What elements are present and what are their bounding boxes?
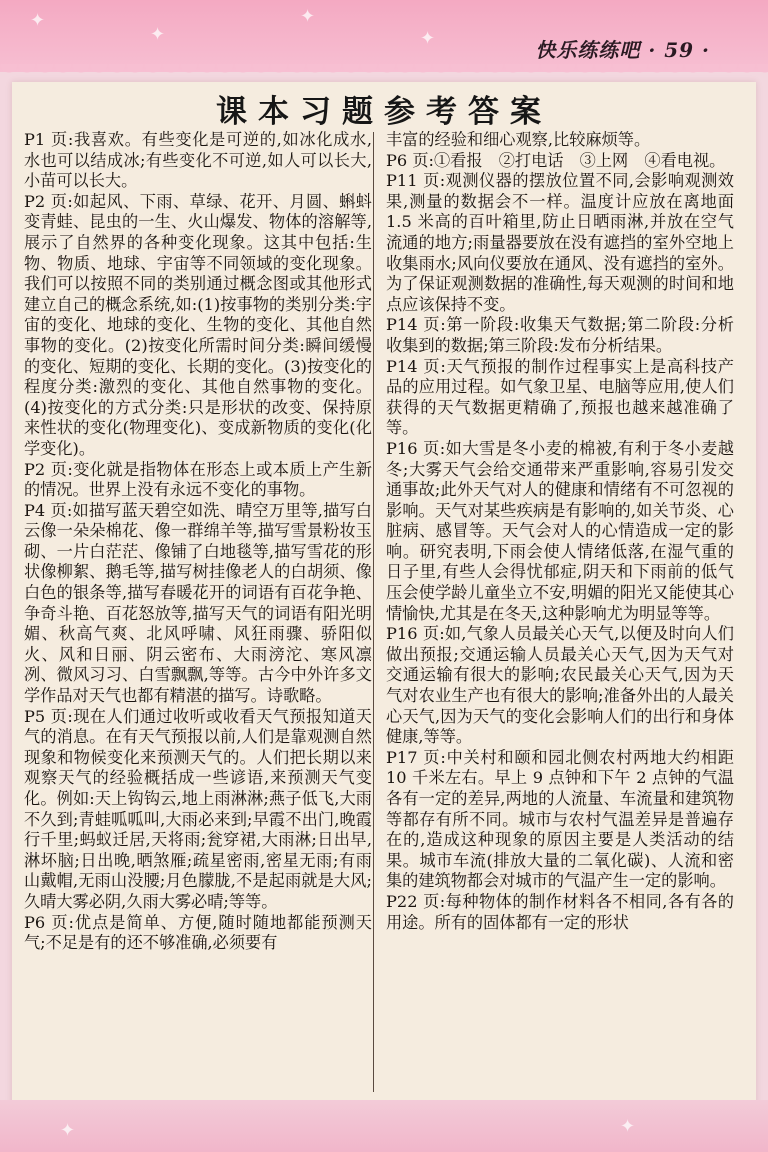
answer-p4: P4 页:如描写蓝天碧空如洗、晴空万里等,描写白云像一朵朵棉花、像一群绵羊等,描写雪景粉妆玉砌、一片白茫茫、像铺了白地毯等,描写雪花的形状像柳絮、鹅毛等,描写树挂像老人的白胡须、像白色的银条等,描写春暖花开的词语有百花争艳、争奇斗艳、百花怒放等,描写天气的词语有阳光明媚、秋高气爽、北风呼啸、风狂雨骤、骄阳似火、风和日丽、阴云密布、大雨滂沱、寒风凛冽、微风习习、白雪飘飘,等等。古今中外许多文学作品对天气也都有精湛的描写。诗歌略。 — [24, 500, 372, 706]
answer-p17: P17 页:中关村和颐和园北侧农村两地大约相距 10 千米左右。早上 9 点钟和下午 2 点钟的气温各有一定的差异,两地的人流量、车流量和建筑物等都存有所不同。城市与农村气温差异是普遍存在的,造成这种现象的原因主要是人类活动的结果。城市车流(排放大量的二氧化碳)、人流和密集的建筑物都会对城市的气温产生一定的影响。 — [386, 747, 734, 891]
column-divider — [373, 132, 374, 1092]
answer-p16-b: P16 页:如,气象人员最关心天气,以便及时向人们做出预报;交通运输人员最关心天气,因为天气对交通运输有很大的影响;农民最关心天气,因为天气对农业生产也有很大的影响;准备外出的人最关心天气,因为天气的变化会影响人们的出行和身体健康,等等。 — [386, 624, 734, 747]
answer-p6-a-cont: 丰富的经验和细心观察,比较麻烦等。 — [386, 130, 651, 149]
page-header — [535, 34, 710, 63]
answer-p16-a: P16 页:如大雪是冬小麦的棉被,有利于冬小麦越冬;大雾天气会给交通带来严重影响,容易引发交通事故;此外天气对人的健康和情绪有不可忽视的影响。天气对某些疾病是有影响的,如关节炎、心脏病、感冒等。天气会对人的心情造成一定的影响。研究表明,下雨会使人情绪低落,在湿气重的日子里,有些人会得忧郁症,阴天和下雨前的低气压会使学龄儿童坐立不安,明媚的阳光又能使其心情愉快,尤其是在冬天,这种影响尤为明显等等。 — [386, 438, 734, 623]
star-decoration-icon: ✦ — [30, 10, 46, 31]
star-decoration-icon: ✦ — [420, 28, 436, 49]
star-decoration-icon: ✦ — [150, 24, 166, 45]
page-title: 课本习题参考答案 — [216, 94, 552, 130]
bottom-decorative-band — [0, 1100, 768, 1152]
answer-p5: P5 页:现在人们通过收听或收看天气预报知道天气的消息。在有天气预报以前,人们是靠观测自然现象和物候变化来预测天气的。人们把长期以来观察天气的经验概括成一些谚语,来预测天气变化。例如:天上钩钩云,地上雨淋淋;燕子低飞,大雨不久到;青蛙呱呱叫,大雨必来到;早霞不出门,晚霞行千里;蚂蚁迁居,天将雨;瓮穿裙,大雨淋;日出早,淋坏脑;日出晚,晒煞雁;疏星密雨,密星无雨;有雨山戴帽,无雨山没腰;月色朦胧,不是起雨就是大风;久晴大雾必阴,久雨大雾必晴;等等。 — [24, 706, 372, 911]
answer-p14-a: P14 页:第一阶段:收集天气数据;第二阶段:分析收集到的数据;第三阶段:发布分析结果。 — [386, 315, 734, 355]
answer-p11: P11 页:观测仪器的摆放位置不同,会影响观测效果,测量的数据会不一样。温度计应放在离地面 1.5 米高的百叶箱里,防止日晒雨淋,并放在空气流通的地方;雨量器要放在没有遮挡的室外空地上收集雨水;风向仪要放在通风、没有遮挡的室外。为了保证观测数据的准确性,每天观测的时间和地点应该保持不变。 — [386, 171, 734, 314]
page-number: · 59 · — [648, 38, 710, 62]
answer-p22: P22 页:每种物体的制作材料各不相同,各有各的用途。所有的固体都有一定的形状 — [386, 891, 734, 932]
answer-p6-b: P6 页:①看报 ②打电话 ③上网 ④看电视。 — [386, 150, 726, 170]
scalloped-border — [0, 64, 768, 82]
answer-p2-a: P2 页:如起风、下雨、草绿、花开、月圆、蝌蚪变青蛙、昆虫的一生、火山爆发、物体的溶解等,展示了自然界的各种变化现象。这其中包括:生物、物质、地球、宇宙等不同领域的变化现象。我们可以按照不同的类别通过概念图或其他形式建立自己的概念系统,如:(1)按事物的类别分类:宇宙的变化、地球的变化、生物的变化、其他自然事物的变化。(2)按变化所需时间分类:瞬间缓慢的变化、短期的变化、长期的变化。(3)按变化的程度分类:激烈的变化、其他自然事物的变化。(4)按变化的方式分类:只是形状的改变、保持原来性状的变化(物理变化)、变成新物质的变化(化学变化)。 — [24, 191, 372, 458]
right-column — [386, 130, 734, 933]
series-name: 快乐练练吧 — [535, 38, 641, 62]
star-decoration-icon: ✦ — [300, 6, 316, 27]
answer-p14-b: P14 页:天气预报的制作过程事实上是高科技产品的应用过程。如气象卫星、电脑等应用,使人们获得的天气数据更精确了,预报也越来越准确了等。 — [386, 356, 734, 438]
left-column — [24, 130, 372, 954]
star-decoration-icon: ✦ — [60, 1120, 76, 1141]
star-decoration-icon: ✦ — [620, 1116, 636, 1137]
answer-p1: P1 页:我喜欢。有些变化是可逆的,如冰化成水,水也可以结成冰;有些变化不可逆,如人可以长大,小苗可以长大。 — [24, 130, 372, 191]
answer-p6-a: P6 页:优点是简单、方便,随时随地都能预测天气;不足是有的还不够准确,必须要有 — [24, 912, 372, 953]
answer-p2-b: P2 页:变化就是指物体在形态上或本质上产生新的情况。世界上没有永远不变化的事物。 — [24, 459, 372, 500]
